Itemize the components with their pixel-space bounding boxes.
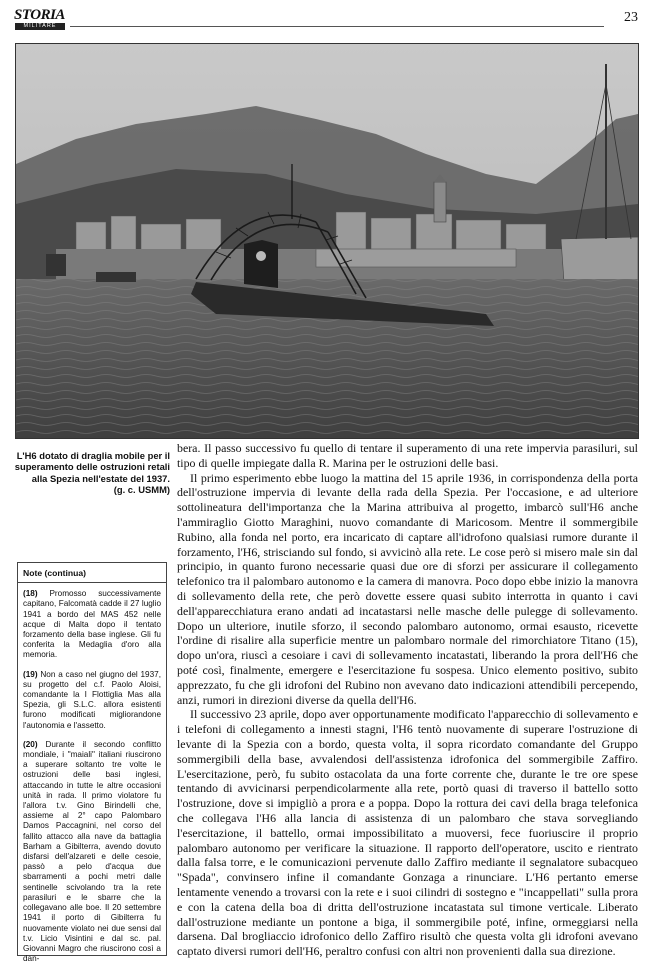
logo-main-text: STORIA [14, 7, 65, 23]
logo-sub-text: MILITARE [15, 23, 65, 30]
page-number: 23 [624, 10, 638, 25]
photo-illustration [16, 44, 638, 438]
note-text: Non a caso nel giugno del 1937, su progetto del c.f. Paolo Aloisi, comandante la I Flottiglia Mas alla Spezia, gli S.L.C. allora esistenti furono modificati migliorandone l'autonomia e l'assetto. [23, 669, 161, 730]
magazine-logo [14, 8, 66, 30]
body-paragraph: Il primo esperimento ebbe luogo la mattina del 15 aprile 1936, in corrispondenza della porta dell'ostruzione impervia di levante della rada della Spezia. Per l'occasione, e ad ulteriore sottolineatura dell'importanza che la Marina attribuiva al progetto, imbarcò sull'H6 anche l'ammiraglio Giotto Maraghini, nuovo comandante di Maricosom. Mentre il sommergibile Rubino, alla fonda nel porto, era incaricato di captare all'idrofono qualsiasi rumore durante il forzamento, l'H6, strisciando sul fondo, si avvicinò alla rete. Le cose però si misero male sin dal principio, in quanto furono necessarie quasi due ore di sforzi per assicurare il collegamento telefonico tra il palombaro autonomo e la camera di manovra. Poco dopo ebbe inizio la manovra di sollevamento della rete, che però dovette essere quasi subito interrotta in quanto i cavi dell'apparecchiatura erano andati ad incatastarsi nelle masche delle pulegge di sollevamento. Dopo un ulteriore, inutile sforzo, il secondo palombaro autonomo, ormai esausto, ricevette l'ordine di risalire alla superficie mentre un palombaro normale del rimorchiatore Titano (15), dopo un'ora, riuscì a cesoiare i cavi di sollevamento incatastati, liberando la prora dell'H6 che poté così, finalmente, emergere e l'esercitazione fu sospesa. Unico elemento positivo, subito apprezzato, fu che gli idrofoni del Rubino non avevano dato indicazioni attendibili percependo, anzi, rumori in direzioni diverse da quella dell'H6. [177, 470, 638, 707]
header-rule [70, 26, 604, 27]
page-header [14, 8, 638, 32]
body-paragraph: Il successivo 23 aprile, dopo aver opportunamente modificato l'apparecchio di sollevamento e i telefoni di collegamento a innesti stagni, l'H6 tentò nuovamente di superare l'ostruzione di levante di la Spezia con a bordo, questa volta, il sopra ricordato comandante del Gruppo sommergibili della base, avvalendosi dell'assistenza idrofonica del sommergibile Zaffiro. L'esercitazione, però, fu subito ostacolata da una forte corrente che, durante le tre ore spese tentando di avvicinarsi perpendicolarmente alla rete, portò quasi di traverso il battello sotto l'ostruzione, dove si impigliò a prora e a poppa. Dopo la rottura dei cavi della braga telefonica che collegava l'H6 alla lancia di assistenza di un palombaro che stava sorvegliando l'esercitazione, il battello, ormai impossibilitato a muoversi, fece fuoriuscire il proprio palombaro autonomo per verificare la situazione. Il rapporto dell'operatore, uscito e rientrato dalla falsa torre, e le comunicazioni pervenute dallo Zaffiro mediante il segnalatore subacqueo "Spada", convinsero infine il comandante Gonzaga a rinunciare. L'H6 pertanto emerse lentamente venendo a trovarsi con la rete e i suoi cilindri di sostegno e "incappellati" sulla prora e con la catena della boa di dritta dell'ostruzione incatastata sul timone verticale. Liberato dall'ostruzione mediante un pontone a biga, il sommergibile poté, infine, ormeggiarsi nella darsena. Dal brogliaccio idrofonico dello Zaffiro risultò che questa volta gli idrofoni avevano captato diversi rumori dell'H6, peraltro confusi con altri non provenienti dalla sua direzione. [177, 707, 638, 959]
article-body [177, 441, 638, 959]
note-text: Durante il secondo conflitto mondiale, i "maiali" italiani riuscirono a superare soltanto tre volte le ostruzioni delle basi inglesi, attaccando in tutte le altre occasioni unità in rada. Il primo violatore fu l'allora t.v. Gino Birindelli che, assieme al 2° capo Palombaro Damos Paccagnini, nel corso del fallito attacco alla nave da battaglia Barham a Gibilterra, avendo dovuto disfarsi dell'alzareti e delle cesoie, passò a pelo d'acqua due sbarramenti a pochi metri dalle sentinelle scivolando tra la rete parasiluri e le sbarre che la collegavano alle boe. Il 20 settembre 1941 il porto di Gibilterra fu nuovamente violato nei due sensi dal t.v. Licio Visintini e dal sc. pal. Giovanni Magro che riuscirono così a dan- [23, 739, 161, 964]
submarine-photo [15, 43, 639, 439]
note-item [23, 589, 161, 660]
caption-text: L'H6 dotato di draglia mobile per il superamento delle ostruzioni retali alla Spezia nell'estate del 1937. [14, 450, 170, 484]
photo-caption [14, 450, 170, 496]
note-item [23, 740, 161, 964]
note-number: (19) [23, 669, 38, 679]
caption-source: (g. c. USMM) [113, 484, 170, 496]
notes-box [17, 562, 167, 964]
note-text: Promosso successivamente capitano, Falcomatà cadde il 27 luglio 1941 a bordo del MAS 452 nelle acque di Malta dopo il tentato forzamento della base inglese. Gli fu conferita la Medaglia d'oro alla memoria. [23, 589, 161, 660]
notes-title: Note (continua) [18, 568, 166, 583]
body-paragraph: bera. Il passo successivo fu quello di tentare il superamento di una rete impervia parasiluri, sul tipo di quelle impiegate dalla R. Marina per le ostruzioni delle basi. [177, 441, 638, 470]
note-number: (20) [23, 739, 38, 749]
note-item [23, 670, 161, 731]
note-number: (18) [23, 589, 38, 599]
